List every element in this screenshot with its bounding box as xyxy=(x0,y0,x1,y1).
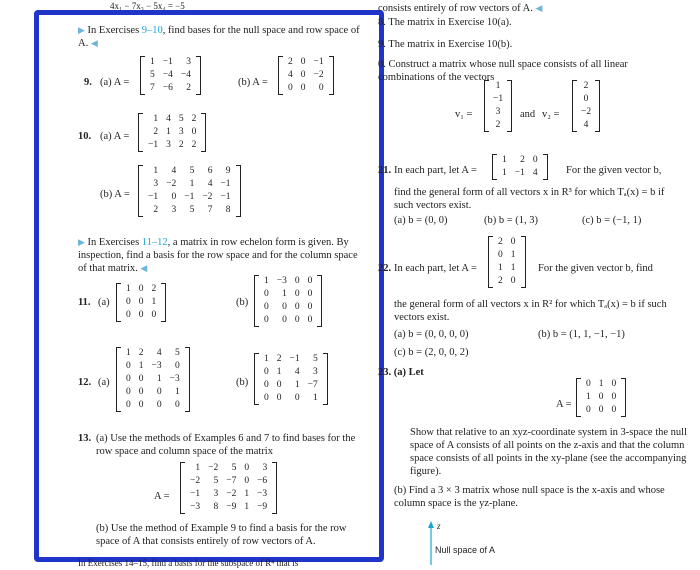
matrix-cell: 3 xyxy=(312,367,318,377)
matrix-cell: 0 xyxy=(288,83,293,93)
matrix-cell: 0 xyxy=(307,289,313,299)
matrix-cell: 1 xyxy=(586,392,591,402)
matrix-cell: −1 xyxy=(220,179,231,189)
ex12-b-matrix xyxy=(254,353,328,405)
matrix-cell: −3 xyxy=(151,361,162,371)
matrix-cell: 3 xyxy=(153,179,159,189)
matrix-cell: 0 xyxy=(264,367,269,377)
ex11-b-label: (b) xyxy=(236,297,249,308)
ex11-b-matrix xyxy=(254,275,322,327)
exercise-link[interactable]: 11–12 xyxy=(141,237,168,248)
matrix-cell: −1 xyxy=(493,94,504,104)
matrix-cell: 0 xyxy=(498,250,503,260)
matrix-cell: 3 xyxy=(262,463,268,473)
matrix-cell: 0 xyxy=(294,276,300,286)
ex23-a: 23. (a) Let xyxy=(378,367,424,378)
matrix-cell: 9 xyxy=(225,166,231,176)
matrix-cell: 0 xyxy=(138,387,144,397)
matrix-cell: 0 xyxy=(244,476,250,486)
matrix-cell: 0 xyxy=(126,361,131,371)
ex22-a: (a) b = (0, 0, 0, 0) xyxy=(394,329,469,340)
ex20: 0. Construct a matrix whose null space consists of all linear combinations of the vectors xyxy=(378,59,628,83)
matrix-cell: 0 xyxy=(294,289,300,299)
ex21-a: (a) b = (0, 0) xyxy=(394,215,448,226)
matrix-cell: −9 xyxy=(226,502,237,512)
matrix-cell: 2 xyxy=(138,348,144,358)
triangle-icon: ▶ xyxy=(78,237,85,247)
matrix-cell: 2 xyxy=(276,354,282,364)
matrix-cell: 3 xyxy=(166,140,171,150)
matrix-cell: 0 xyxy=(510,237,516,247)
matrix-cell: −2 xyxy=(208,463,219,473)
matrix-cell: 2 xyxy=(495,120,501,130)
matrix-cell: 1 xyxy=(138,361,144,371)
ex12-a-label: (a) xyxy=(98,377,110,388)
v1-label: v₁ = xyxy=(455,109,473,120)
matrix-cell: 4 xyxy=(207,179,213,189)
ex21-pre: In each part, let A = xyxy=(394,165,477,176)
ex10-a-label: (a) A = xyxy=(100,131,130,142)
ex12-b-label: (b) xyxy=(236,377,249,388)
ex10-a-matrix xyxy=(138,113,206,152)
matrix-cell: 4 xyxy=(294,367,300,377)
matrix-cell: 1 xyxy=(282,289,287,299)
matrix-cell: 4 xyxy=(532,168,538,178)
matrix-cell: −1 xyxy=(220,192,231,202)
matrix-cell: 3 xyxy=(495,107,501,117)
matrix-cell: 1 xyxy=(502,155,507,165)
ex13-matrix xyxy=(180,462,277,514)
matrix-cell: 7 xyxy=(207,205,213,215)
matrix-cell: 0 xyxy=(586,405,591,415)
matrix-cell: 0 xyxy=(126,374,131,384)
matrix-cell: 4 xyxy=(583,120,589,130)
intro-9-10: ▶ In Exercises 9–10, find bases for the null space and row space of A. ◀ xyxy=(78,25,360,49)
matrix-cell: 1 xyxy=(126,348,131,358)
ex11-number: 11. xyxy=(78,297,91,308)
matrix-cell: 0 xyxy=(598,405,604,415)
matrix-cell: 1 xyxy=(264,354,269,364)
ex21-b: (b) b = (1, 3) xyxy=(484,215,539,226)
matrix-cell: 5 xyxy=(231,463,237,473)
matrix-cell: 0 xyxy=(244,463,250,473)
matrix-cell: 2 xyxy=(583,81,589,91)
arrow-icon xyxy=(428,521,434,528)
matrix-cell: 0 xyxy=(264,315,269,325)
matrix-cell: 2 xyxy=(153,127,159,137)
matrix-cell: −6 xyxy=(162,83,173,93)
matrix-cell: −7 xyxy=(307,380,318,390)
figure xyxy=(405,520,555,570)
matrix-cell: 5 xyxy=(189,166,195,176)
matrix-cell: 3 xyxy=(178,127,184,137)
ex21-c: (c) b = (−1, 1) xyxy=(582,215,642,226)
matrix-cell: 2 xyxy=(498,237,503,247)
matrix-cell: 0 xyxy=(510,276,516,286)
matrix-cell: 0 xyxy=(138,400,144,410)
right-top-line: consists entirely of row vectors of A. ◀ xyxy=(378,3,543,14)
ex23-matrix xyxy=(576,378,626,417)
matrix-cell: 0 xyxy=(294,302,300,312)
matrix-cell: 2 xyxy=(498,276,503,286)
matrix-cell: 0 xyxy=(294,393,300,403)
matrix-cell: 8 xyxy=(213,502,219,512)
matrix-cell: 0 xyxy=(156,400,162,410)
ex21-post: For the given vector b, xyxy=(566,165,662,176)
matrix-cell: 0 xyxy=(156,387,162,397)
matrix-cell: 0 xyxy=(598,392,604,402)
matrix-cell: 1 xyxy=(189,179,195,189)
matrix-cell: 0 xyxy=(300,57,306,67)
matrix-cell: 4 xyxy=(166,114,171,124)
matrix-cell: 0 xyxy=(611,405,617,415)
ex9-b-matrix xyxy=(278,56,334,95)
ex9-a-label: (a) A = xyxy=(100,77,130,88)
matrix-cell: 1 xyxy=(153,166,159,176)
matrix-cell: 1 xyxy=(498,263,503,273)
matrix-cell: 0 xyxy=(276,393,282,403)
matrix-cell: 0 xyxy=(138,297,144,307)
matrix-cell: 2 xyxy=(288,57,293,67)
matrix-cell: −1 xyxy=(148,192,159,202)
matrix-cell: 1 xyxy=(502,168,507,178)
ex13-a-text: (a) Use the methods of Examples 6 and 7 to find bases for the row space and column space of the matrix xyxy=(96,433,356,457)
ex22-number: 22. xyxy=(378,263,392,274)
ex11-a-label: (a) xyxy=(98,297,110,308)
matrix-cell: 2 xyxy=(191,114,197,124)
matrix-cell: 0 xyxy=(191,127,197,137)
matrix-cell: 0 xyxy=(276,380,282,390)
matrix-cell: 0 xyxy=(264,393,269,403)
ex9-b-label: (b) A = xyxy=(238,77,268,88)
matrix-cell: 5 xyxy=(150,70,155,80)
matrix-cell: 2 xyxy=(186,83,191,93)
exercise-link[interactable]: 9–10 xyxy=(141,25,163,36)
matrix-cell: 0 xyxy=(583,94,589,104)
ex22-matrix xyxy=(488,236,526,288)
matrix-cell: 1 xyxy=(264,276,269,286)
intro-11-12: ▶ In Exercises 11–12, a matrix in row echelon form is given. By inspection, find a basis for the row space and for the column space of that matrix. ◀ xyxy=(78,237,358,274)
matrix-cell: 0 xyxy=(611,379,617,389)
v1-vector xyxy=(484,80,512,132)
matrix-cell: −2 xyxy=(202,192,213,202)
matrix-cell: 1 xyxy=(244,489,250,499)
matrix-cell: −9 xyxy=(257,502,268,512)
matrix-cell: 0 xyxy=(151,310,157,320)
matrix-cell: −3 xyxy=(190,502,201,512)
matrix-cell: −2 xyxy=(226,489,237,499)
ex22-pre: In each part, let A = xyxy=(394,263,477,274)
matrix-cell: 1 xyxy=(156,374,162,384)
matrix-cell: 0 xyxy=(282,315,287,325)
matrix-cell: 1 xyxy=(510,250,516,260)
matrix-cell: 0 xyxy=(126,310,131,320)
matrix-cell: −1 xyxy=(313,57,324,67)
matrix-cell: 0 xyxy=(171,192,177,202)
ex13-b-text: (b) Use the method of Example 9 to find a basis for the row space of A that consists entirely of row vectors of A. xyxy=(96,523,347,547)
matrix-cell: 3 xyxy=(171,205,177,215)
matrix-cell: 8 xyxy=(225,205,231,215)
matrix-cell: −1 xyxy=(148,140,159,150)
matrix-cell: 0 xyxy=(138,374,144,384)
back-triangle-icon: ◀ xyxy=(90,38,98,48)
ex10-number: 10. xyxy=(78,131,92,142)
ex9-number: 9. xyxy=(84,77,92,88)
matrix-cell: 1 xyxy=(166,127,171,137)
matrix-cell: 5 xyxy=(189,205,195,215)
matrix-cell: 1 xyxy=(151,297,157,307)
matrix-cell: 1 xyxy=(495,81,501,91)
v2-label: v₂ = xyxy=(542,109,560,120)
matrix-cell: 0 xyxy=(611,392,617,402)
matrix-cell: −3 xyxy=(276,276,287,286)
matrix-cell: −3 xyxy=(169,374,180,384)
matrix-cell: 0 xyxy=(126,297,131,307)
matrix-cell: 0 xyxy=(138,310,144,320)
matrix-cell: 3 xyxy=(186,57,191,67)
ex13-number: 13. xyxy=(78,433,92,444)
matrix-cell: −1 xyxy=(289,354,300,364)
matrix-cell: 0 xyxy=(294,315,300,325)
matrix-cell: 5 xyxy=(312,354,318,364)
matrix-cell: 7 xyxy=(150,83,155,93)
top-fragment: 4x₁ − 7x₃ − 5x₄ = −5 xyxy=(110,1,185,11)
ex22-post: For the given vector b, find xyxy=(538,263,653,274)
ex9-a-matrix xyxy=(140,56,201,95)
matrix-cell: −2 xyxy=(190,476,201,486)
fig-axis-label: z xyxy=(437,521,441,531)
matrix-cell: 0 xyxy=(307,276,313,286)
matrix-cell: 0 xyxy=(300,83,306,93)
ex18: 8. The matrix in Exercise 10(a). xyxy=(378,17,512,28)
matrix-cell: 0 xyxy=(307,302,313,312)
matrix-cell: −4 xyxy=(180,70,191,80)
matrix-cell: 2 xyxy=(191,140,197,150)
matrix-cell: 3 xyxy=(213,489,219,499)
matrix-cell: −2 xyxy=(313,70,324,80)
matrix-cell: 1 xyxy=(153,114,159,124)
matrix-cell: 4 xyxy=(156,348,162,358)
matrix-cell: 0 xyxy=(307,315,313,325)
matrix-cell: 2 xyxy=(520,155,525,165)
matrix-cell: 0 xyxy=(264,302,269,312)
matrix-cell: −1 xyxy=(162,57,173,67)
matrix-cell: 6 xyxy=(207,166,213,176)
matrix-cell: 1 xyxy=(244,502,250,512)
matrix-cell: 5 xyxy=(213,476,219,486)
matrix-cell: −1 xyxy=(184,192,195,202)
and-text: and xyxy=(520,109,536,120)
bottom-fragment: In Exercises 14–15, find a basis for the subspace of R⁴ that is xyxy=(78,558,299,568)
ex23-text: Show that relative to an xyz-coordinate system in 3-space the null space of A consists of all points on the z-axis and that the column space consists of all points in the xy-plane (see the accompanying figure). xyxy=(410,427,688,477)
matrix-cell: 0 xyxy=(532,155,538,165)
matrix-cell: 2 xyxy=(178,140,184,150)
matrix-cell: 2 xyxy=(151,284,157,294)
matrix-cell: 0 xyxy=(300,70,306,80)
ex21-text: find the general form of all vectors x in R³ for which Tₐ(x) = b if such vectors exist. xyxy=(394,187,665,211)
matrix-cell: 1 xyxy=(312,393,318,403)
ex23-label: A = xyxy=(556,399,572,410)
back-triangle-icon: ◀ xyxy=(140,263,148,273)
ex21-number: 21. xyxy=(378,165,392,176)
matrix-cell: −3 xyxy=(257,489,268,499)
matrix-cell: 0 xyxy=(586,379,591,389)
ex23-b: (b) Find a 3 × 3 matrix whose null space is the x-axis and whose column space is the yz-plane. xyxy=(394,485,665,509)
v2-vector xyxy=(572,80,600,132)
matrix-cell: −7 xyxy=(226,476,237,486)
matrix-cell: 5 xyxy=(174,348,180,358)
matrix-cell: 1 xyxy=(510,263,516,273)
fig-label: Null space of A xyxy=(435,545,496,555)
matrix-cell: 1 xyxy=(195,463,201,473)
ex22-b: (b) b = (1, 1, −1, −1) xyxy=(538,329,625,340)
matrix-cell: −2 xyxy=(166,179,177,189)
matrix-cell: 1 xyxy=(174,387,180,397)
matrix-cell: 0 xyxy=(264,289,269,299)
matrix-cell: 1 xyxy=(126,284,131,294)
ex10-b-label: (b) A = xyxy=(100,189,130,200)
matrix-cell: −1 xyxy=(190,489,201,499)
ex11-a-matrix xyxy=(116,283,166,322)
ex22-c: (c) b = (2, 0, 0, 2) xyxy=(394,347,469,358)
ex12-a-matrix xyxy=(116,347,190,412)
matrix-cell: 1 xyxy=(276,367,282,377)
matrix-cell: 1 xyxy=(150,57,155,67)
matrix-cell: 2 xyxy=(153,205,159,215)
matrix-cell: 1 xyxy=(598,379,604,389)
matrix-cell: 4 xyxy=(171,166,177,176)
matrix-cell: 0 xyxy=(264,380,269,390)
matrix-cell: 5 xyxy=(178,114,184,124)
matrix-cell: 4 xyxy=(288,70,293,80)
triangle-icon: ▶ xyxy=(78,25,85,35)
matrix-cell: 0 xyxy=(174,400,180,410)
matrix-cell: 0 xyxy=(126,400,131,410)
matrix-cell: 0 xyxy=(138,284,144,294)
matrix-cell: 1 xyxy=(294,380,300,390)
ex10-b-matrix xyxy=(138,165,241,217)
matrix-cell: −4 xyxy=(162,70,173,80)
matrix-cell: 0 xyxy=(174,361,180,371)
ex13-a-label: A = xyxy=(154,491,170,502)
ex22-text: the general form of all vectors x in R² for which Tₐ(x) = b if such vectors exist. xyxy=(394,299,667,323)
ex21-matrix xyxy=(492,154,548,180)
matrix-cell: 0 xyxy=(282,302,287,312)
ex19: 9. The matrix in Exercise 10(b). xyxy=(378,39,513,50)
matrix-cell: 0 xyxy=(318,83,324,93)
matrix-cell: 0 xyxy=(126,387,131,397)
matrix-cell: −1 xyxy=(514,168,525,178)
matrix-cell: −6 xyxy=(257,476,268,486)
ex12-number: 12. xyxy=(78,377,92,388)
matrix-cell: −2 xyxy=(581,107,592,117)
